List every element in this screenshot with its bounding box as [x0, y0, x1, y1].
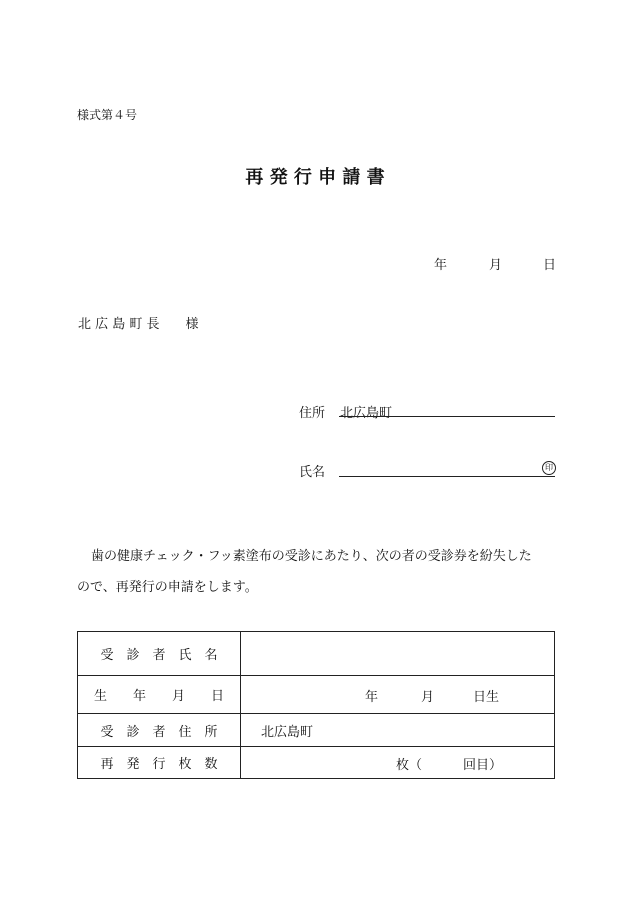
birth-day: 日生 — [473, 690, 500, 705]
birth-month: 月 — [421, 690, 435, 705]
row-label-patient-address: 受 診 者 住 所 — [78, 714, 241, 747]
form-number: 様式第４号 — [77, 108, 138, 122]
date-year: 年 — [434, 258, 448, 273]
seal-icon: 印 — [542, 461, 556, 475]
times-count: 回目） — [463, 758, 503, 773]
row-value-patient-name — [241, 632, 555, 676]
address-underline — [339, 416, 555, 417]
sheet-count: 枚（ — [396, 758, 423, 773]
row-label-patient-name: 受 診 者 氏 名 — [78, 632, 241, 676]
row-label-reissue-count: 再 発 行 枚 数 — [78, 747, 241, 779]
name-label: 氏名 — [299, 465, 326, 480]
page-title: 再 発 行 申 請 書 — [245, 167, 385, 188]
row-label-birthdate: 生 年 月 日 — [78, 676, 241, 714]
row-value-patient-address: 北広島町 — [241, 714, 555, 747]
table-row — [78, 676, 555, 714]
address-value: 北広島町 — [340, 406, 393, 421]
date-day: 日 — [543, 258, 557, 273]
birth-year: 年 — [365, 690, 379, 705]
name-underline — [339, 476, 555, 477]
form-table — [77, 631, 555, 779]
addressee: 北 広 島 町 長 様 — [78, 317, 199, 332]
table-row — [78, 747, 555, 779]
date-month: 月 — [489, 258, 503, 273]
body-line-1: 歯の健康チェック・フッ素塗布の受診にあたり、次の者の受診券を紛失した — [91, 549, 532, 564]
table-row — [78, 632, 555, 676]
row-value-birthdate — [241, 676, 555, 714]
table-row — [78, 714, 555, 747]
row-value-reissue-count — [241, 747, 555, 779]
body-line-2: ので、再発行の申請をします。 — [77, 580, 258, 595]
address-label: 住所 — [299, 406, 326, 421]
